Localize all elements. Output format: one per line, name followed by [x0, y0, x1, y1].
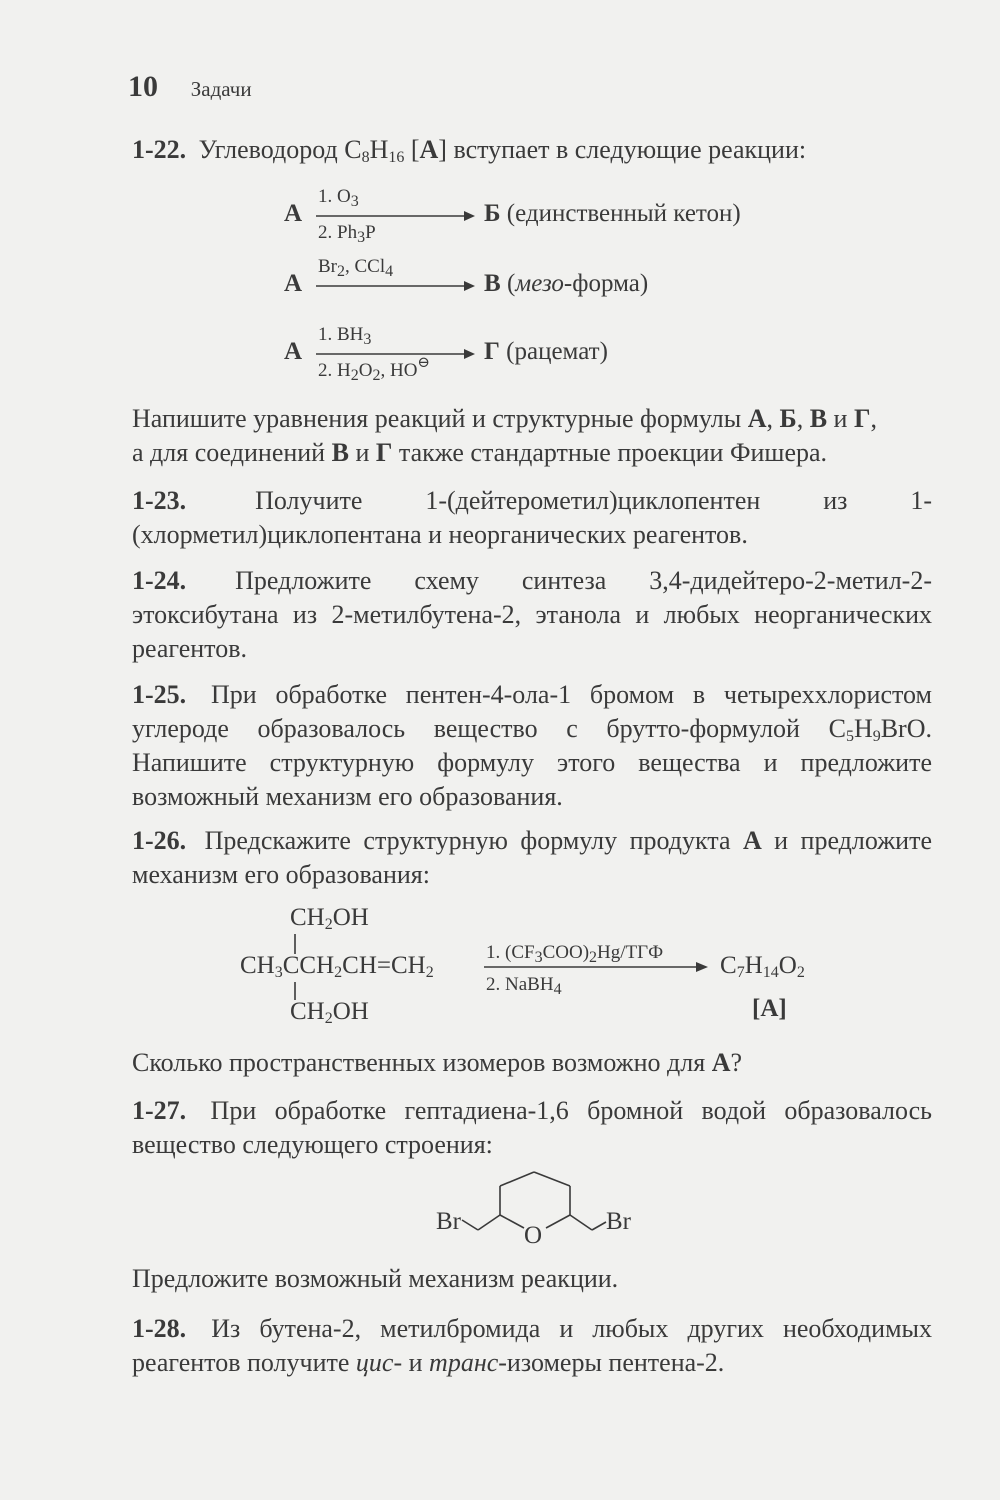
problem-1-26-intro: 1-26. Предскажите структурную формулу продукта А и предложите механизм его образования:	[132, 826, 932, 889]
reagent-under: 2. $H_2O_2$, HO⊖	[318, 355, 430, 384]
reaction-arrow	[316, 348, 476, 360]
reagent-over: $Br_2$, CCl$_4$	[318, 256, 394, 280]
problem-number: 1-28.	[132, 1314, 187, 1343]
problem-1-25: 1-25. При обработке пентен-4-ола-1 бромом в четыреххлористом углероде образовалось вещество с брутто-формулой $C_5H_9BrO$. Напишите структурную формулу этого вещества и предложите возможный механизм его образования.	[132, 680, 932, 811]
problem-number: 1-25.	[132, 680, 187, 709]
product: В (мезо-форма)	[484, 270, 649, 297]
reactant-label: A	[284, 200, 303, 227]
ring-oxygen: O	[524, 1222, 543, 1249]
reaction-hydroboration	[284, 326, 804, 386]
product: Б (единственный кетон)	[484, 200, 741, 227]
reaction-ozonolysis	[284, 188, 804, 248]
problem-1-27-task: Предложите возможный механизм реакции.	[132, 1264, 619, 1293]
problem-1-22-task: Напишите уравнения реакций и структурные формулы А, Б, В и Г, а для соединений В и Г также стандартные проекции Фишера.	[132, 404, 877, 467]
problem-1-22-intro: 1-22. Углеводород $C_8H_{16}$ [A] вступает в следующие реакции:	[132, 135, 807, 166]
reaction-arrow	[484, 961, 710, 973]
reaction-arrow	[316, 210, 476, 222]
problem-number: 1-26.	[132, 826, 187, 855]
section-title: Задачи	[190, 77, 252, 101]
page-number: 10	[128, 70, 158, 103]
problem-1-28: 1-28. Из бутена-2, метилбромида и любых других необходимых реагентов получите цис- и транс-изомеры пентена-2.	[132, 1314, 933, 1377]
substituent-bottom: $CH_2OH$	[290, 998, 369, 1027]
product-label: [A]	[752, 995, 787, 1022]
main-chain: $CH_3CCH_2CH=CH_2$	[240, 952, 434, 981]
problem-1-23: 1-23. Получите 1-(дейтерометил)циклопентен из 1-(хлорметил)циклопентана и неорганических реагентов.	[132, 486, 932, 549]
bromine-left: Br	[436, 1208, 461, 1235]
reaction-bromination	[284, 258, 804, 308]
product-formula: $C_7H_{14}O_2$	[720, 952, 805, 981]
reaction-arrow	[316, 280, 476, 292]
problem-1-27: 1-27. При обработке гептадиена-1,6 бромной водой образовалось вещество следующего строения:	[132, 1096, 933, 1159]
problem-number: 1-24.	[132, 566, 187, 595]
reagent-under: 2. NaBH$_4$	[486, 974, 562, 998]
problem-1-26-question: Сколько пространственных изомеров возможно для А?	[132, 1048, 743, 1077]
running-header	[128, 70, 252, 104]
bromine-right: Br	[606, 1208, 631, 1235]
reactant-label: A	[284, 338, 303, 365]
reagent-over: 1. $(CF_3COO)_2Hg$/ТГФ	[486, 942, 664, 966]
problem-number: 1-22.	[132, 135, 187, 164]
reagent-over: 1. $BH_3$	[318, 324, 372, 348]
reactant-label: A	[284, 270, 303, 297]
reagent-over: 1. $O_3$	[318, 186, 359, 210]
problem-1-24: 1-24. Предложите схему синтеза 3,4-дидейтеро-2-метил-2-этоксибутана из 2-метилбутена-2, этанола и любых неорганических реагентов.	[132, 566, 932, 663]
reagent-under: 2. $Ph_3P$	[318, 222, 376, 246]
substituent-top: $CH_2OH$	[290, 904, 369, 933]
product: Г (рацемат)	[484, 338, 608, 365]
problem-number: 1-23.	[132, 486, 187, 515]
problem-number: 1-27.	[132, 1096, 187, 1125]
structure-dibromomethyl-tetrahydropyran	[430, 1160, 650, 1256]
